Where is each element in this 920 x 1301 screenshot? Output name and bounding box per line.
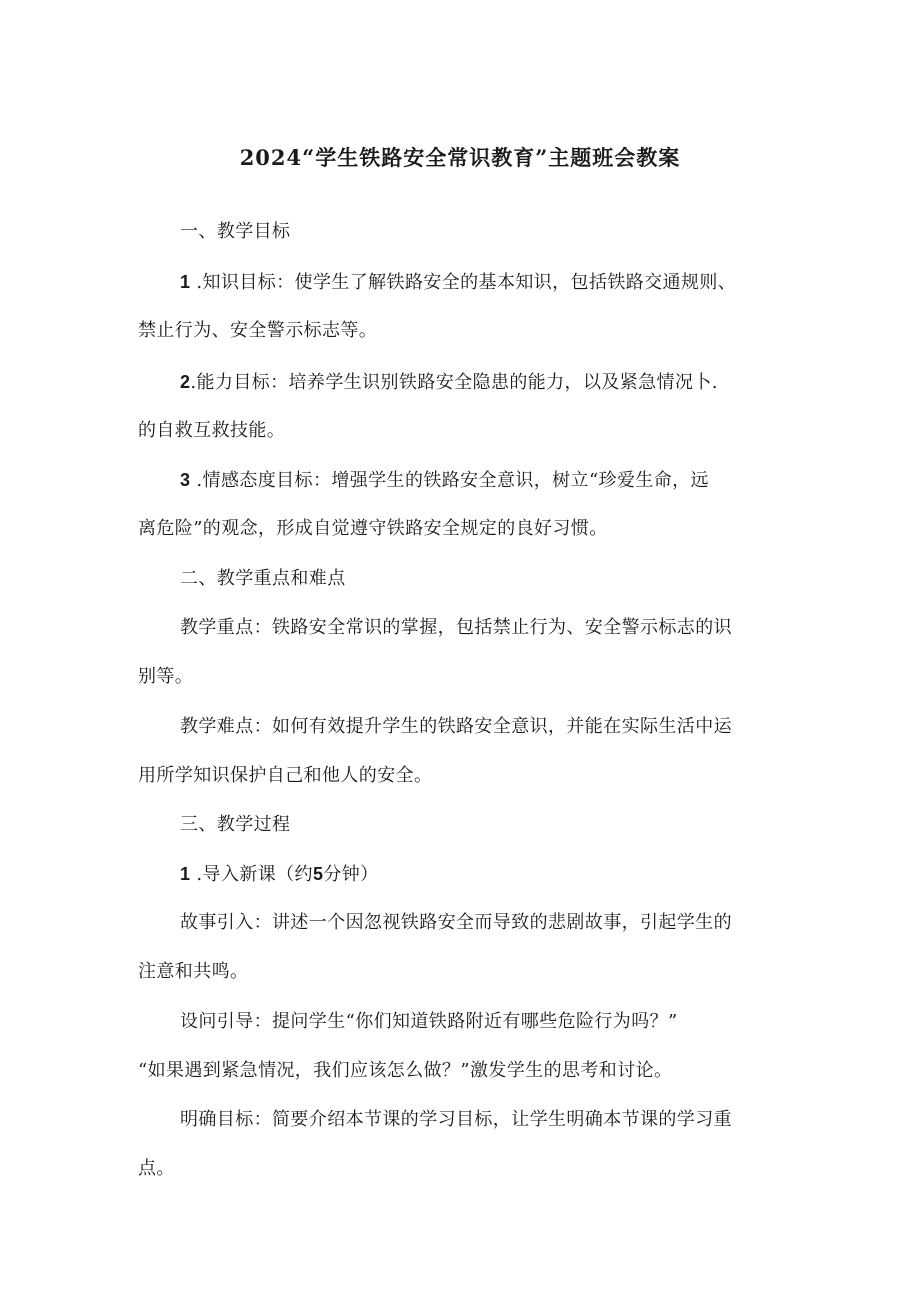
- objective-2-line-1: [180, 369, 718, 396]
- step-1-text-after: 分钟）: [323, 864, 379, 885]
- section-heading-objectives: 一、教学目标: [180, 221, 291, 242]
- objective-2-number: 2: [180, 372, 191, 392]
- objective-1-number: 1: [180, 272, 191, 292]
- section-heading-focus-difficulty: 二、教学重点和难点: [180, 568, 346, 589]
- question-line-1: 设问引导：提问学生“你们知道铁路附近有哪些危险行为吗？”: [180, 1011, 678, 1032]
- objective-1-line-2: 禁止行为、安全警示标志等。: [138, 320, 378, 341]
- story-line-1: 故事引入：讲述一个因忽视铁路安全而导致的悲剧故事，引起学生的: [180, 912, 732, 933]
- difficulty-line-1: 教学难点：如何有效提升学生的铁路安全意识，并能在实际生活中运: [180, 716, 732, 737]
- story-line-2: 注意和共鸣。: [138, 961, 249, 982]
- document-title: 2024“学生铁路安全常识教育”主题班会教案: [239, 145, 681, 170]
- question-line-2: “如果遇到紧急情况，我们应该怎么做？”激发学生的思考和讨论。: [138, 1060, 673, 1081]
- objective-3-number: 3: [180, 470, 191, 490]
- focus-line-2: 别等。: [138, 666, 194, 687]
- step-1-heading: [180, 861, 379, 888]
- step-1-number: 1: [180, 864, 191, 884]
- step-1-text-before: .导入新课（约: [196, 864, 313, 885]
- objective-3-line-2: 离危险”的观念，形成自觉遵守铁路安全规定的良好习惯。: [138, 518, 608, 539]
- goal-line-1: 明确目标：简要介绍本节课的学习目标，让学生明确本节课的学习重: [180, 1109, 732, 1130]
- objective-1-text: .知识目标：使学生了解铁路安全的基本知识，包括铁路交通规则、: [196, 272, 737, 293]
- difficulty-line-2: 用所学知识保护自己和他人的安全。: [138, 765, 433, 786]
- section-heading-process: 三、教学过程: [180, 814, 291, 835]
- step-1-minutes: 5: [312, 864, 324, 884]
- objective-2-text: .能力目标：培养学生识别铁路安全隐患的能力，以及紧急情况卜.: [190, 372, 718, 393]
- objective-3-text: .情感态度目标：增强学生的铁路安全意识，树立“珍爱生命，远: [196, 470, 709, 491]
- goal-line-2: 点。: [138, 1158, 175, 1179]
- objective-2-line-2: 的自救互救技能。: [138, 420, 286, 441]
- focus-line-1: 教学重点：铁路安全常识的掌握，包括禁止行为、安全警示标志的识: [180, 617, 732, 638]
- objective-3-line-1: [180, 467, 709, 494]
- objective-1-line-1: [180, 269, 736, 296]
